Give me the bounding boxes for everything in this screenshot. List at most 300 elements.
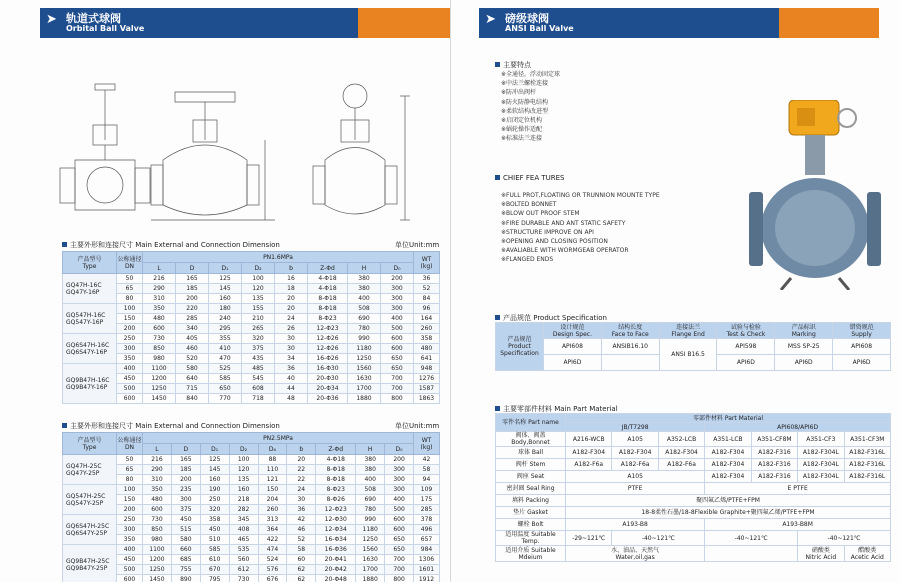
value-cell: 300 — [171, 495, 200, 505]
feature-item-cn: ※蜗轮操作适配 — [501, 126, 543, 134]
value-cell: 485 — [242, 364, 275, 374]
value-cell: 474 — [258, 545, 287, 555]
part-cell: A182-F304 — [705, 447, 751, 459]
value-cell: 100 — [229, 455, 258, 465]
value-cell: 800 — [381, 394, 414, 404]
value-cell: 650 — [385, 535, 414, 545]
value-cell: 641 — [414, 354, 440, 364]
features-en-title: CHIEF FEA TURES — [495, 174, 564, 182]
value-cell: 20 — [275, 304, 308, 314]
value-cell: 165 — [176, 274, 209, 284]
part-cell: A105 — [612, 432, 658, 447]
value-cell: 109 — [414, 485, 440, 495]
features-cn-title: 主要特点 — [495, 60, 531, 70]
value-cell: 16-Φ36 — [316, 545, 356, 555]
value-cell: 1200 — [143, 555, 172, 565]
value-cell: 313 — [258, 515, 287, 525]
value-cell: 8-Φ18 — [316, 465, 356, 475]
value-cell: 612 — [229, 565, 258, 575]
value-cell: 610 — [200, 555, 229, 565]
value-cell: 8-Φ18 — [308, 304, 348, 314]
table-row — [496, 432, 891, 447]
value-cell: 20-Φ36 — [308, 394, 348, 404]
wt-header: WT (kg) — [414, 433, 440, 455]
part-cell: A182-F304 — [705, 471, 751, 483]
feature-item-en: ※FULL PROT,FLOATING OR TRUNNION MOUNTE TYPE — [501, 192, 660, 199]
part-cell: 密封圈 Seal Ring — [496, 483, 566, 495]
value-cell: 700 — [381, 384, 414, 394]
value-cell: 435 — [242, 354, 275, 364]
value-cell: 535 — [229, 545, 258, 555]
value-cell: 218 — [229, 495, 258, 505]
value-cell: 34 — [275, 354, 308, 364]
parts-material-table — [495, 413, 891, 562]
table-row — [63, 455, 440, 465]
right-title-en: ANSI Ball Valve — [505, 24, 574, 33]
value-cell: 800 — [385, 575, 414, 582]
spec-header: 错资规范 Supply — [833, 323, 891, 339]
value-cell: 378 — [414, 515, 440, 525]
table-row — [63, 294, 440, 304]
value-cell: 1306 — [414, 555, 440, 565]
part-cell: PTFE — [566, 483, 705, 495]
table2-unit: 单位Unit:mm — [395, 422, 440, 430]
table-row — [63, 545, 440, 555]
column-header: H — [356, 444, 385, 455]
column-header: b — [275, 263, 308, 274]
value-cell: 480 — [143, 314, 176, 324]
value-cell: 508 — [348, 304, 381, 314]
value-cell: 560 — [229, 555, 258, 565]
table-row — [63, 334, 440, 344]
value-cell: 16-Φ26 — [308, 354, 348, 364]
table-row — [63, 304, 440, 314]
value-cell: 585 — [200, 545, 229, 555]
part-cell: A351-CF3 — [798, 432, 844, 447]
pressure-header: PN2.5MPa — [143, 433, 414, 444]
column-header: L — [143, 263, 176, 274]
value-cell: 310 — [143, 475, 172, 485]
value-cell: 890 — [171, 575, 200, 582]
spec-cell: API608 — [544, 339, 602, 355]
table-row — [496, 519, 891, 531]
part-cell: A182-F316L — [844, 459, 890, 471]
value-cell: 1880 — [356, 575, 385, 582]
value-cell: 585 — [209, 374, 242, 384]
value-cell: 155 — [242, 304, 275, 314]
value-cell: 700 — [385, 565, 414, 575]
value-cell: 670 — [200, 565, 229, 575]
value-cell: 16 — [275, 274, 308, 284]
value-cell: 500 — [385, 505, 414, 515]
value-cell: 4-Φ18 — [308, 284, 348, 294]
value-cell: 450 — [171, 515, 200, 525]
type-header: 产品型号 Type — [63, 433, 117, 455]
value-cell: 164 — [414, 314, 440, 324]
column-header: D₀ — [385, 444, 414, 455]
value-cell: 20 — [275, 294, 308, 304]
value-cell: 52 — [414, 284, 440, 294]
spec-cell: MSS SP-25 — [775, 339, 833, 355]
value-cell: 190 — [200, 485, 229, 495]
feature-item-en: ※OPENING AND CLOSING POSITION — [501, 238, 608, 246]
part-cell: -29~121℃ — [566, 531, 612, 546]
dn-header: 公称通径 DN — [117, 433, 143, 455]
value-cell: 690 — [356, 495, 385, 505]
value-cell: 1700 — [356, 565, 385, 575]
value-cell: 400 — [117, 364, 143, 374]
left-banner — [40, 8, 450, 38]
value-cell: 250 — [117, 334, 143, 344]
value-cell: 340 — [176, 324, 209, 334]
value-cell: 375 — [171, 505, 200, 515]
value-cell: 290 — [143, 284, 176, 294]
value-cell: 508 — [356, 485, 385, 495]
part-cell: A351-CF3M — [844, 432, 890, 447]
wt-header: WT (kg) — [414, 252, 440, 274]
value-cell: 84 — [414, 294, 440, 304]
value-cell: 520 — [176, 354, 209, 364]
spec-cell — [601, 355, 659, 371]
spec-cell: API6D — [833, 355, 891, 371]
value-cell: 200 — [385, 455, 414, 465]
valve-technical-drawing — [55, 80, 435, 228]
value-cell: 1601 — [414, 565, 440, 575]
table-row — [63, 344, 440, 354]
value-cell: 80 — [117, 475, 143, 485]
part-cell: A352-LCB — [658, 432, 704, 447]
value-cell: 185 — [171, 465, 200, 475]
spec-header: 连接法兰 Flange End — [659, 323, 717, 339]
value-cell: 600 — [381, 334, 414, 344]
value-cell: 22 — [287, 465, 316, 475]
value-cell: 580 — [171, 535, 200, 545]
feature-item-cn: ※防冲出阀杆 — [501, 89, 537, 97]
value-cell: 1630 — [356, 555, 385, 565]
spec-caption: 产品规范 Product Specification — [495, 313, 607, 323]
value-cell: 600 — [385, 525, 414, 535]
value-cell: 500 — [381, 324, 414, 334]
value-cell: 364 — [258, 525, 287, 535]
value-cell: 1630 — [348, 374, 381, 384]
table-row — [63, 475, 440, 485]
value-cell: 36 — [287, 505, 316, 515]
value-cell: 8-Φ23 — [316, 485, 356, 495]
feature-item-en: ※BLOW OUT PROOF STEM — [501, 210, 580, 218]
value-cell: 608 — [242, 384, 275, 394]
value-cell: 200 — [176, 294, 209, 304]
part-cell: A182-F304L — [798, 459, 844, 471]
part-cell: 阀座 Seat — [496, 471, 566, 483]
column-header: Z-Φd — [308, 263, 348, 274]
value-cell: 165 — [171, 455, 200, 465]
model-cell: GQ547H-25C GQ547Y-25P — [63, 485, 117, 515]
value-cell: 250 — [117, 515, 143, 525]
right-page — [450, 0, 900, 582]
value-cell: 96 — [414, 304, 440, 314]
value-cell: 1560 — [348, 364, 381, 374]
table-row — [63, 515, 440, 525]
type-header: 产品型号 Type — [63, 252, 117, 274]
value-cell: 465 — [229, 535, 258, 545]
value-cell: 600 — [117, 575, 143, 582]
value-cell: 496 — [414, 525, 440, 535]
value-cell: 295 — [209, 324, 242, 334]
value-cell: 65 — [117, 284, 143, 294]
value-cell: 470 — [209, 354, 242, 364]
value-cell: 600 — [385, 515, 414, 525]
part-cell: A182-F6a — [612, 459, 658, 471]
spec-header: 试验与检验 Test & Check — [717, 323, 775, 339]
value-cell: 42 — [414, 455, 440, 465]
value-cell: 235 — [171, 485, 200, 495]
table-row — [63, 384, 440, 394]
value-cell: 250 — [200, 495, 229, 505]
value-cell: 125 — [209, 274, 242, 284]
part-cell: A182-F304L — [798, 447, 844, 459]
part-cell: 聚四氟乙烯/PTFE+FPM — [566, 495, 891, 507]
column-header: D₆ — [258, 444, 287, 455]
table-row — [63, 575, 440, 582]
value-cell: 1700 — [348, 384, 381, 394]
value-cell: 12-Φ30 — [316, 515, 356, 525]
value-cell: 358 — [414, 334, 440, 344]
spec-cell: API6D — [717, 355, 775, 371]
value-cell: 690 — [348, 314, 381, 324]
value-cell: 94 — [414, 475, 440, 485]
value-cell: 1912 — [414, 575, 440, 582]
column-header: D — [171, 444, 200, 455]
table-row — [63, 354, 440, 364]
value-cell: 200 — [117, 505, 143, 515]
part-cell: 醋酸类 Acetic Acid — [844, 546, 890, 562]
dimension-table-pn16 — [62, 251, 440, 404]
value-cell: 1880 — [348, 394, 381, 404]
value-cell: 100 — [117, 485, 143, 495]
value-cell: 780 — [356, 505, 385, 515]
table1-unit: 单位Unit:mm — [395, 241, 440, 249]
value-cell: 480 — [143, 495, 172, 505]
part-cell: A182-F316 — [751, 447, 797, 459]
value-cell: 676 — [258, 575, 287, 582]
value-cell: 1450 — [143, 575, 172, 582]
value-cell: 50 — [117, 455, 143, 465]
value-cell: 510 — [200, 535, 229, 545]
value-cell: 4-Φ18 — [308, 274, 348, 284]
value-cell: 600 — [381, 344, 414, 354]
value-cell: 400 — [348, 294, 381, 304]
feature-item-en: ※AVALIABLE WITH WORMGEAB OPERATOR — [501, 247, 629, 255]
spec-side-header: 产品规范 Product Specification — [496, 323, 544, 371]
value-cell: 400 — [356, 475, 385, 485]
feature-item-en: ※STRUCTURE IMPROVE ON API — [501, 228, 594, 236]
part-cell: A182-F316 — [751, 459, 797, 471]
table-row — [63, 495, 440, 505]
ball-valve-photo — [741, 100, 891, 290]
table-row — [63, 394, 440, 404]
right-title-cn: 磅级球阀 — [505, 12, 549, 25]
table-row — [63, 314, 440, 324]
part-cell: A182-F304 — [566, 447, 612, 459]
feature-item-cn: ※中法兰螺栓连接 — [501, 80, 549, 88]
value-cell: 730 — [143, 334, 176, 344]
part-cell: 适用介质 Suitable Mdeium — [496, 546, 566, 562]
value-cell: 1250 — [143, 384, 176, 394]
value-cell: 22 — [287, 475, 316, 485]
feature-item-en: ※BOLTED BONNET — [501, 201, 557, 209]
table-row — [496, 483, 891, 495]
spec-cell: API6D — [775, 355, 833, 371]
value-cell: 600 — [117, 394, 143, 404]
part-cell: 水、油品、天然气 Water,oil,gas — [566, 546, 705, 562]
value-cell: 50 — [117, 274, 143, 284]
feature-item-cn: ※标准法兰连接 — [501, 135, 543, 143]
table-row — [496, 495, 891, 507]
value-cell: 58 — [287, 545, 316, 555]
feature-item-cn: ※柔软结构改进型 — [501, 107, 549, 115]
value-cell: 20-Φ48 — [316, 575, 356, 582]
part-cell: A182-F304 — [612, 447, 658, 459]
value-cell: 345 — [229, 515, 258, 525]
value-cell: 216 — [143, 455, 172, 465]
value-cell: 380 — [348, 284, 381, 294]
value-cell: 524 — [258, 555, 287, 565]
value-cell: 990 — [348, 334, 381, 344]
value-cell: 980 — [143, 535, 172, 545]
value-cell: 20-Φ41 — [316, 555, 356, 565]
value-cell: 400 — [381, 314, 414, 324]
value-cell: 545 — [242, 374, 275, 384]
part-cell: -40~121℃ — [612, 531, 705, 546]
model-cell: GQ547H-16C GQ547Y-16P — [63, 304, 117, 334]
part-cell: A182-F304L — [798, 471, 844, 483]
value-cell: 685 — [171, 555, 200, 565]
value-cell: 8-Φ26 — [316, 495, 356, 505]
table-row — [496, 546, 891, 562]
value-cell: 12-Φ34 — [316, 525, 356, 535]
spec-header: 产品标识 Marking — [775, 323, 833, 339]
value-cell: 525 — [209, 364, 242, 374]
value-cell: 20-Φ42 — [316, 565, 356, 575]
value-cell: 16-Φ30 — [308, 364, 348, 374]
column-header: b — [287, 444, 316, 455]
value-cell: 1863 — [414, 394, 440, 404]
value-cell: 260 — [414, 324, 440, 334]
spec-cell: ANSI B16.5 — [659, 339, 717, 371]
value-cell: 200 — [117, 324, 143, 334]
column-header: H — [348, 263, 381, 274]
value-cell: 980 — [143, 354, 176, 364]
table-row — [63, 274, 440, 284]
value-cell: 422 — [258, 535, 287, 545]
value-cell: 1450 — [143, 394, 176, 404]
value-cell: 380 — [356, 465, 385, 475]
column-header: D₁ — [209, 263, 242, 274]
value-cell: 12-Φ23 — [316, 505, 356, 515]
table-row — [63, 364, 440, 374]
value-cell: 990 — [356, 515, 385, 525]
value-cell: 650 — [381, 364, 414, 374]
table-row — [63, 555, 440, 565]
value-cell: 650 — [385, 545, 414, 555]
value-cell: 20-Φ30 — [308, 374, 348, 384]
value-cell: 80 — [117, 294, 143, 304]
value-cell: 410 — [209, 344, 242, 354]
table-row — [63, 374, 440, 384]
value-cell: 1250 — [143, 565, 172, 575]
value-cell: 145 — [200, 465, 229, 475]
part-cell: A182-F304 — [705, 459, 751, 471]
value-cell: 30 — [287, 495, 316, 505]
value-cell: 40 — [275, 374, 308, 384]
value-cell: 145 — [209, 284, 242, 294]
value-cell: 948 — [414, 364, 440, 374]
value-cell: 200 — [381, 274, 414, 284]
part-cell: 垫片 Gasket — [496, 507, 566, 519]
part-cell: -40~121℃ — [705, 531, 798, 546]
value-cell: 1200 — [143, 374, 176, 384]
features-en-list — [501, 191, 660, 265]
value-cell: 180 — [209, 304, 242, 314]
value-cell: 88 — [258, 455, 287, 465]
table-row — [496, 507, 891, 519]
value-cell: 580 — [176, 364, 209, 374]
value-cell: 120 — [242, 284, 275, 294]
column-header: D₀ — [381, 263, 414, 274]
value-cell: 26 — [275, 324, 308, 334]
left-title-en: Orbital Ball Valve — [66, 24, 145, 33]
value-cell: 657 — [414, 535, 440, 545]
value-cell: 408 — [229, 525, 258, 535]
value-cell: 1276 — [414, 374, 440, 384]
value-cell: 358 — [200, 515, 229, 525]
part-cell: A182-F304 — [658, 447, 704, 459]
part-cell: A105 — [566, 471, 705, 483]
value-cell: 52 — [287, 535, 316, 545]
value-cell: 150 — [258, 485, 287, 495]
value-cell: 380 — [356, 455, 385, 465]
value-cell: 300 — [385, 475, 414, 485]
table-row — [63, 535, 440, 545]
value-cell: 460 — [176, 344, 209, 354]
model-cell: GQ47H-16C GQ47Y-16P — [63, 274, 117, 304]
part-cell: A193-B8M — [705, 519, 891, 531]
table-row — [496, 531, 891, 546]
value-cell: 700 — [381, 374, 414, 384]
parts-caption: 主要零部件材料 Main Part Material — [495, 404, 618, 414]
value-cell: 300 — [381, 304, 414, 314]
model-cell: GQ47H-25C GQ47Y-25P — [63, 455, 117, 485]
value-cell: 290 — [143, 465, 172, 475]
column-header: D₁ — [200, 444, 229, 455]
column-header: D₂ — [242, 263, 275, 274]
part-cell: 18-8柔性石墨/18-8Flexible Graphite+聚四氟乙烯/PTFE+FPM — [566, 507, 891, 519]
part-cell: 阀杆 Stem — [496, 459, 566, 471]
value-cell: 500 — [117, 565, 143, 575]
banner-arrow-icon: ➤ — [46, 12, 57, 27]
table-row — [63, 525, 440, 535]
value-cell: 984 — [414, 545, 440, 555]
feature-item-en: ※FLANGED ENDS — [501, 256, 554, 264]
value-cell: 300 — [381, 294, 414, 304]
value-cell: 12-Φ23 — [308, 324, 348, 334]
value-cell: 1250 — [348, 354, 381, 364]
value-cell: 200 — [171, 475, 200, 485]
value-cell: 850 — [143, 525, 172, 535]
value-cell: 30 — [275, 344, 308, 354]
value-cell: 8-Φ18 — [316, 475, 356, 485]
value-cell: 24 — [275, 314, 308, 324]
